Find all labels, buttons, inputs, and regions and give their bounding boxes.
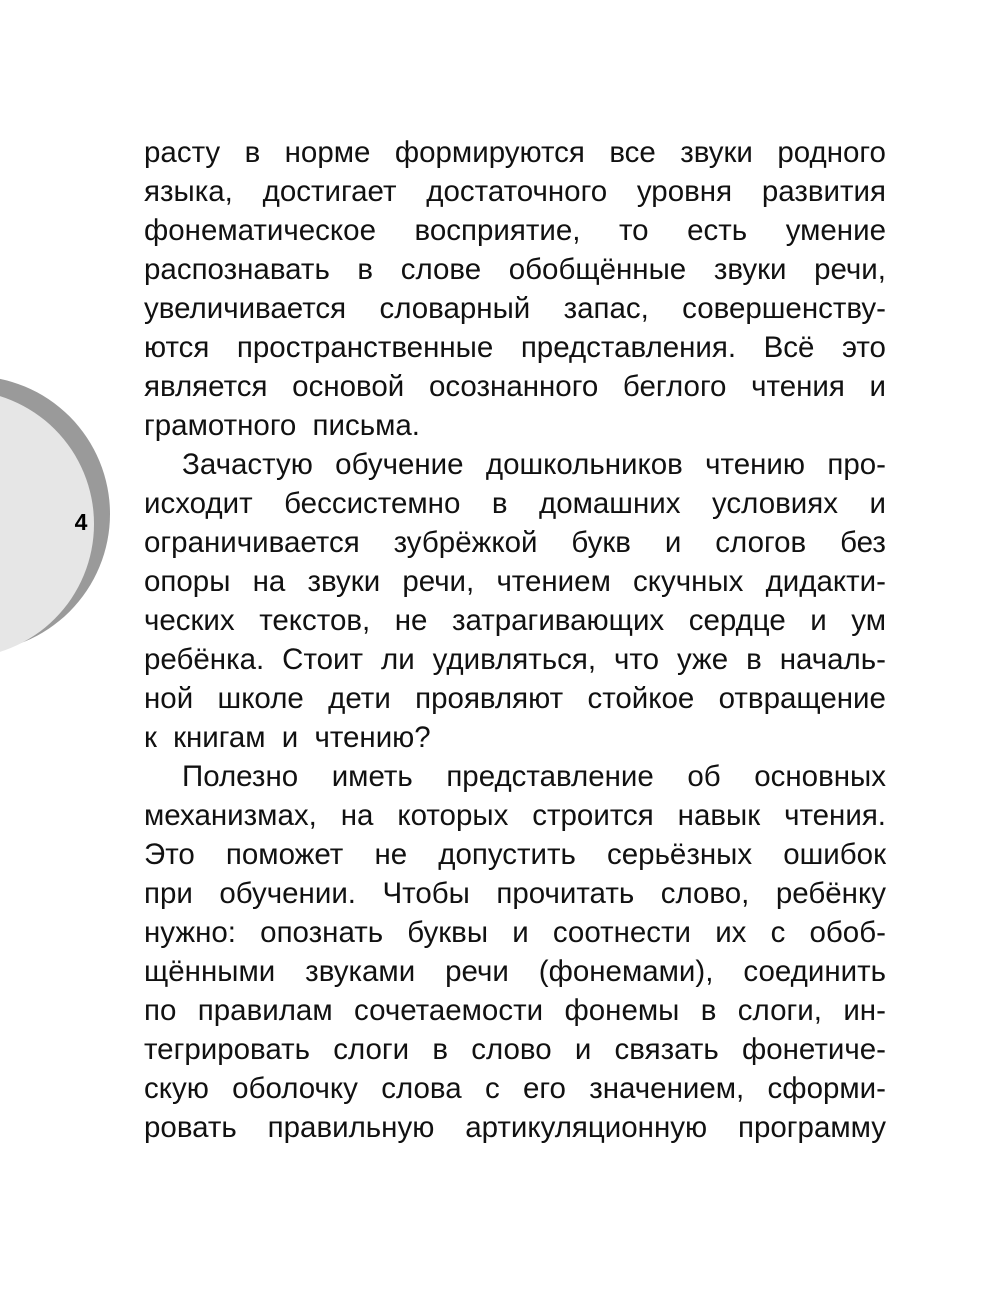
word: школе: [217, 682, 304, 715]
word: формируются: [394, 136, 585, 169]
word: ин-: [843, 994, 886, 1027]
text-line: [144, 172, 886, 211]
text-line: [144, 679, 886, 718]
word: тегрировать: [144, 1033, 311, 1066]
word: прочитать: [496, 877, 635, 910]
word: в: [432, 1033, 449, 1066]
word: допустить: [438, 838, 576, 871]
text-line: [144, 757, 886, 796]
word: значением,: [589, 1072, 745, 1105]
word: достигает: [262, 175, 397, 208]
word: Чтобы: [382, 877, 470, 910]
word: его: [523, 1072, 566, 1105]
word: является: [144, 370, 268, 403]
word: обобщённые: [508, 253, 687, 286]
word: букв: [571, 526, 631, 559]
word: сформи-: [767, 1072, 886, 1105]
word: обучении.: [219, 877, 356, 910]
word: восприятие,: [414, 214, 581, 247]
text-line: [144, 835, 886, 874]
word: и: [810, 604, 827, 637]
word: соединить: [743, 955, 886, 988]
word: механизмах,: [144, 799, 317, 832]
word: и: [664, 526, 682, 559]
word: фонематическое: [144, 214, 376, 247]
text-line: [144, 367, 886, 406]
text-line: [144, 1069, 886, 1108]
text-line: [144, 562, 886, 601]
word: ли: [381, 643, 415, 676]
word: отвращение: [718, 682, 886, 715]
word: совершенству-: [682, 292, 886, 325]
word: которых: [397, 799, 509, 832]
word: ум: [851, 604, 886, 637]
word: Стоит: [282, 643, 364, 676]
text-line: [144, 1108, 886, 1147]
word: языка,: [144, 175, 233, 208]
word: слоги: [333, 1033, 410, 1066]
text-line: [144, 445, 886, 484]
text-line: [144, 484, 886, 523]
word: опознать: [260, 916, 384, 949]
word: ческих: [144, 604, 235, 637]
word: затрагивающих: [451, 604, 665, 637]
word: обоб-: [809, 916, 886, 949]
text-line: грамотного письма.: [144, 409, 420, 442]
word: по: [144, 994, 177, 1027]
word: представление: [446, 760, 654, 793]
word: чтения: [751, 370, 845, 403]
word: звуки: [713, 253, 787, 286]
text-line: [144, 640, 886, 679]
word: не: [394, 604, 428, 637]
word: сочетаемости: [354, 994, 544, 1027]
word: запас,: [563, 292, 649, 325]
word: осознанного: [428, 370, 599, 403]
word: не: [374, 838, 408, 871]
word: Всё: [763, 331, 815, 364]
word: звуками: [305, 955, 416, 988]
word: слоги,: [737, 994, 822, 1027]
word: серьёзных: [607, 838, 753, 871]
badge-circles: [0, 374, 110, 654]
word: слогов: [715, 526, 807, 559]
word: то: [618, 214, 649, 247]
word: бессистемно: [284, 487, 461, 520]
word: дошкольников: [485, 448, 683, 481]
word: дети: [328, 682, 391, 715]
word: и: [574, 1033, 592, 1066]
word: расту: [144, 136, 221, 169]
word: ошибок: [783, 838, 886, 871]
word: представления.: [520, 331, 737, 364]
word: в: [244, 136, 261, 169]
text-line: [144, 250, 886, 289]
word: чтением: [496, 565, 611, 598]
word: распознавать: [144, 253, 330, 286]
word: развития: [761, 175, 886, 208]
word: основой: [292, 370, 405, 403]
text-line: [144, 1030, 886, 1069]
word: Это: [144, 838, 195, 871]
word: пространственные: [236, 331, 494, 364]
word: уровня: [636, 175, 733, 208]
word: сердце: [688, 604, 786, 637]
word: про-: [827, 448, 886, 481]
word: в: [700, 994, 717, 1027]
text-line: [144, 133, 886, 172]
text-line: [144, 523, 886, 562]
word: опоры: [144, 565, 231, 598]
word: щёнными: [144, 955, 276, 988]
word: есть: [687, 214, 748, 247]
word: обучение: [335, 448, 464, 481]
word: ребёнка.: [144, 643, 265, 676]
word: словарный: [379, 292, 531, 325]
word: условиях: [711, 487, 838, 520]
word: без: [840, 526, 886, 559]
word: скучных: [633, 565, 744, 598]
word: соотнести: [552, 916, 692, 949]
paragraph-2: [144, 445, 886, 757]
word: в: [357, 253, 374, 286]
text-line: [144, 952, 886, 991]
word: чтения.: [784, 799, 886, 832]
text-line: [144, 328, 886, 367]
word: (фонемами),: [538, 955, 714, 988]
word: проявляют: [415, 682, 564, 715]
page-number-badge: [0, 374, 110, 654]
word: их: [715, 916, 747, 949]
word: речи,: [814, 253, 886, 286]
word: ются: [144, 331, 210, 364]
word: звуки: [680, 136, 753, 169]
word: артикуляционную: [465, 1111, 708, 1144]
word: слова: [381, 1072, 462, 1105]
word: слово,: [660, 877, 750, 910]
text-line: к книгам и чтению?: [144, 721, 431, 754]
body-text: [144, 133, 886, 1147]
word: началь-: [779, 643, 886, 676]
text-line: [144, 211, 886, 250]
word: это: [841, 331, 886, 364]
word: речи: [445, 955, 509, 988]
word: навык: [677, 799, 761, 832]
word: строится: [532, 799, 654, 832]
word: речи,: [402, 565, 475, 598]
word: увеличивается: [144, 292, 347, 325]
paragraph-3: [144, 757, 886, 1147]
word: связать: [614, 1033, 719, 1066]
text-line: [144, 991, 886, 1030]
word: и: [869, 487, 886, 520]
word: Зачастую: [182, 448, 313, 481]
word: правильную: [267, 1111, 435, 1144]
word: при: [144, 877, 193, 910]
word: слово: [471, 1033, 552, 1066]
word: на: [340, 799, 374, 832]
word: об: [687, 760, 721, 793]
word: умение: [785, 214, 886, 247]
word: ровать: [144, 1111, 237, 1144]
word: и: [869, 370, 886, 403]
word: слове: [400, 253, 482, 286]
word: чтению: [705, 448, 806, 481]
word: с: [770, 916, 786, 949]
word: правилам: [197, 994, 333, 1027]
word: зубрёжкой: [393, 526, 538, 559]
word: дидакти-: [765, 565, 886, 598]
paragraph-1: [144, 133, 886, 445]
text-line: [144, 289, 886, 328]
word: и: [512, 916, 529, 949]
word: фонетиче-: [741, 1033, 886, 1066]
word: все: [609, 136, 656, 169]
word: норме: [284, 136, 371, 169]
text-line: [144, 874, 886, 913]
word: звуки: [307, 565, 381, 598]
word: ограничивается: [144, 526, 360, 559]
word: домашних: [539, 487, 681, 520]
word: с: [484, 1072, 500, 1105]
word: достаточного: [426, 175, 608, 208]
word: стойкое: [587, 682, 695, 715]
word: ребёнку: [775, 877, 886, 910]
word: на: [252, 565, 286, 598]
word: ной: [144, 682, 194, 715]
word: родного: [777, 136, 886, 169]
page-number: 4: [74, 509, 88, 535]
word: текстов,: [259, 604, 371, 637]
word: нужно:: [144, 916, 237, 949]
word: в: [746, 643, 762, 676]
word: программу: [737, 1111, 886, 1144]
word: иметь: [331, 760, 413, 793]
text-line: [144, 796, 886, 835]
text-line: [144, 913, 886, 952]
word: в: [491, 487, 508, 520]
word: исходит: [144, 487, 253, 520]
word: Полезно: [182, 760, 299, 793]
word: поможет: [225, 838, 344, 871]
word: беглого: [622, 370, 727, 403]
word: скую: [144, 1072, 209, 1105]
text-line: [144, 601, 886, 640]
word: что: [614, 643, 659, 676]
word: основных: [754, 760, 886, 793]
word: уже: [676, 643, 729, 676]
word: оболочку: [232, 1072, 358, 1105]
word: буквы: [407, 916, 489, 949]
word: фонемы: [564, 994, 680, 1027]
word: удивляться,: [432, 643, 597, 676]
